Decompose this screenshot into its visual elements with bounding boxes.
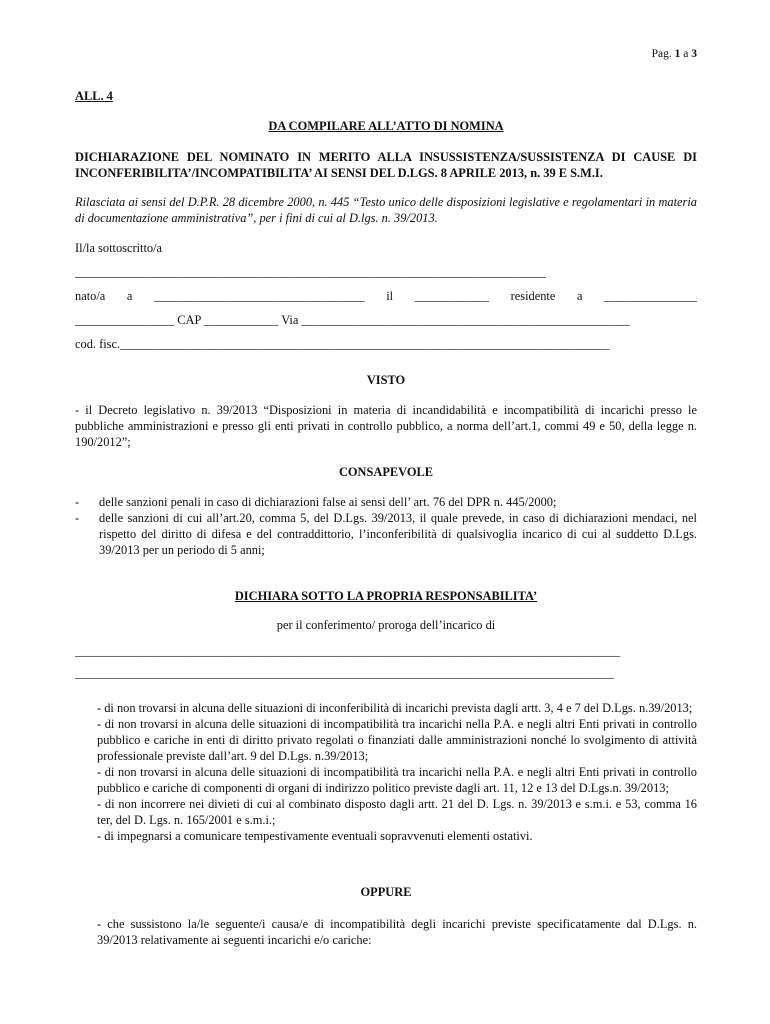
annex-label: ALL. 4 (75, 89, 113, 103)
fiscal-code-row: cod. fisc._______________________________________________________________________________ (75, 337, 610, 351)
dichiara-statements: - di non trovarsi in alcuna delle situazioni di inconferibilità di incarichi prevista dagli artt. 3, 4 e 7 del D.Lgs. n.39/2013; - di non trovarsi in alcuna delle situazioni di incompatibilità tra incarichi nella P.A. e negli altri Enti privati in controllo pubblico e cariche in enti di diritto privato regolati o finanziati dalle amministrazioni nonché lo svolgimento di attività professionale previste dall’art. 9 del D.Lgs. n.39/2013; - di non trovarsi in alcuna delle situazioni di incompatibilità tra incarichi nella P.A. e negli altri Enti privati in controllo pubblico e cariche di componenti di organi di indirizzo politico previste dagli art. 11, 12 e 13 del D.Lgs.n. 39/2013; - di non incorrere nei divieti di cui al combinato disposto dagli artt. 21 del D. Lgs. n. 39/2013 e s.m.i. e 53, comma 16 ter, del D. Lgs. n. 165/2001 e s.m.i.; - di impegnarsi a comunicare tempestivamente eventuali sopravvenuti elementi ostativi. (97, 701, 697, 843)
address-row: ________________ CAP ____________ Via _____________________________________________________ (75, 313, 630, 327)
oppure-text: - che sussistono la/le seguente/i causa/e di incompatibilità degli incarichi previste specificatamente dal D.Lgs. n. 39/2013 relativamente ai seguenti incarichi e/o cariche: (97, 917, 697, 947)
undersigned-name-field[interactable]: ____________________________________________________________________________ (75, 265, 546, 279)
declaration-title: DICHIARAZIONE DEL NOMINATO IN MERITO ALLA INSUSSISTENZA/SUSSISTENZA DI CAUSE DI INCONFERIBILITA’/INCOMPATIBILITA’ AI SENSI DEL D.LGS. 8 APRILE 2013, n. 39 E S.M.I. (75, 150, 697, 180)
list-item: - delle sanzioni penali in caso di dichiarazioni false ai sensi dell’ art. 76 del DPR n. 445/2000; (75, 495, 557, 509)
residence-city-field[interactable]: _______________ (604, 289, 697, 303)
consapevole-heading: CONSAPEVOLE (338, 465, 434, 479)
consapevole-list (75, 494, 697, 558)
fiscal-code-field[interactable]: _______________________________________________________________________________ (120, 337, 610, 351)
visto-heading: VISTO (366, 373, 406, 387)
residence-extra-field[interactable]: ________________ (75, 313, 175, 327)
oppure-heading: OPPURE (360, 885, 412, 899)
role-field-line-1[interactable]: ________________________________________________________________________________________ (75, 644, 621, 658)
fill-instruction: DA COMPILARE ALL’ATTO DI NOMINA (268, 119, 504, 133)
visto-text: - il Decreto legislativo n. 39/2013 “Disposizioni in materia di incandidabilità e incompatibilità di incarichi presso le pubbliche amministrazioni e presso gli enti privati in controllo pubblico, a norma dell’art.1, commi 49 e 50, della legge n. 190/2012”; (75, 403, 697, 449)
birthdate-field[interactable]: ____________ (414, 289, 490, 303)
page-number: Pag. 1 a 3 (651, 48, 697, 60)
dichiara-subheading: per il conferimento/ proroga dell’incarico di (276, 618, 496, 632)
via-field[interactable]: _____________________________________________________ (301, 313, 630, 327)
birthplace-field[interactable]: __________________________________ (153, 289, 365, 303)
dichiara-heading: DICHIARA SOTTO LA PROPRIA RESPONSABILITA’ (234, 589, 538, 603)
role-field-line-2[interactable]: _______________________________________________________________________________________ (75, 666, 614, 680)
birth-residence-row: nato/a a __________________________________ il ____________ residente a _______________ (75, 289, 697, 303)
cap-field[interactable]: ____________ (204, 313, 279, 327)
declaration-subtitle: Rilasciata ai sensi del D.P.R. 28 dicembre 2000, n. 445 “Testo unico delle disposizioni legislative e regolamentari in materia di documentazione amministrativa”, per i fini di cui al D.lgs. n. 39/2013. (75, 195, 697, 225)
undersigned-label: Il/la sottoscritto/a (75, 241, 163, 255)
list-item: - delle sanzioni di cui all’art.20, comma 5, del D.Lgs. 39/2013, il quale prevede, in caso di dichiarazioni mendaci, nel rispetto del diritto di difesa e del contraddittorio, l’inconferibilità di qualsivoglia incarico di cui al suddetto D.Lgs. 39/2013 per un periodo di 5 anni; (75, 511, 697, 557)
